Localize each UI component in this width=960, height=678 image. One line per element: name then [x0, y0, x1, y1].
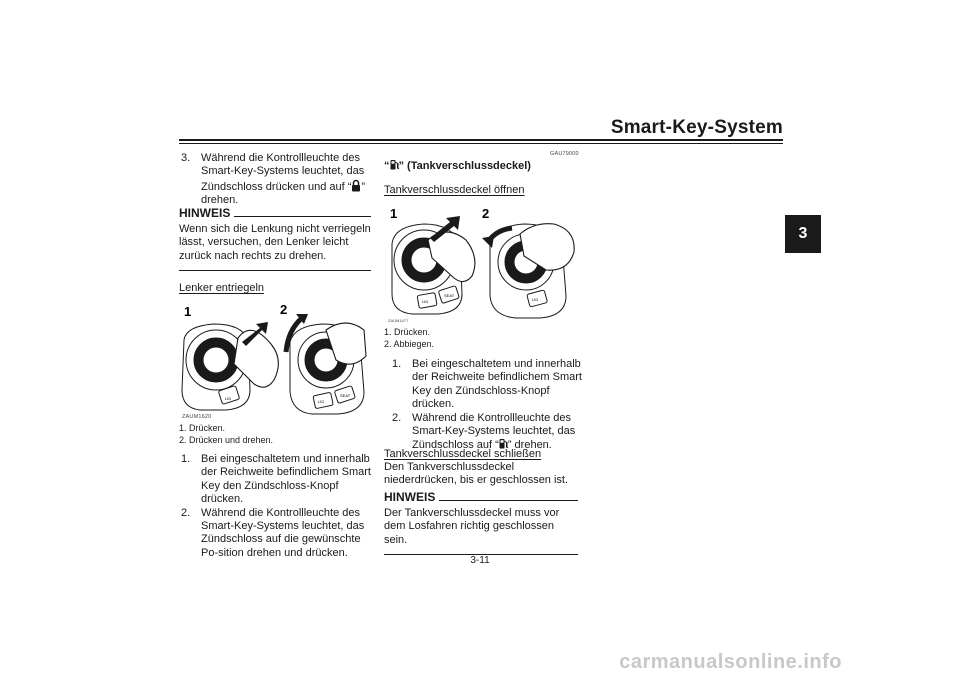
left-hinweis [179, 206, 371, 271]
step-text: Während die Kontrollleuchte des Smart-Key-Systems leuchtet, das Zündschloss auf die gewünschte Po-sition drehen und drücken. [201, 506, 365, 559]
subsection-title-close: Tankverschlussdeckel schließen [384, 448, 542, 460]
hinweis-heading: HINWEIS [179, 206, 231, 220]
step-text-end: ” drehen. [507, 439, 552, 452]
seat-button-label: SEAT [340, 393, 351, 398]
lid-button-label: LID [225, 396, 232, 401]
figure-code: ZAUM1477 [388, 318, 409, 323]
hinweis-text: Der Tankverschlussdeckel muss vor dem Losfahren richtig geschlossen sein. [384, 507, 560, 546]
right-steps [392, 358, 582, 453]
step-number: 3. [181, 152, 191, 164]
chapter-tab: 3 [785, 215, 821, 253]
step-number: 1. [181, 453, 191, 465]
hinweis-text: Wenn sich die Lenkung nicht verriegeln lässt, versuchen, den Lenker leicht zurück nach rechts zu drehen. [179, 223, 371, 262]
figure-open-fuel-cap [384, 200, 580, 326]
caption-1: 1. Drücken. [179, 423, 226, 433]
heading-prefix: “ [384, 160, 390, 172]
step-text-end: ” drehen. [201, 180, 366, 207]
figure-label-2: 2 [280, 302, 288, 317]
subsection-title-open: Tankverschlussdeckel öffnen [384, 184, 525, 196]
step-number: 1. [392, 358, 402, 370]
section-title-lenker-entriegeln: Lenker entriegeln [179, 282, 265, 294]
figure-label-1: 1 [184, 304, 192, 319]
step-text: Während die Kontrollleuchte des Smart-Key-Systems leuchtet, das Zündschloss drücken und auf “ [201, 152, 365, 193]
step-text: Während die Kontrollleuchte des Smart-Key-Systems leuchtet, das Zündschloss auf “ [412, 411, 576, 452]
hinweis-end-rule [179, 270, 371, 271]
right-hinweis [384, 490, 578, 555]
section-heading-fuel-cap [384, 159, 531, 172]
figure-label-1: 1 [390, 206, 398, 221]
watermark: carmanualsonline.info [619, 651, 842, 673]
caption-1: 1. Drücken. [384, 327, 431, 337]
page-title: Smart-Key-System [610, 117, 783, 138]
step-text: Bei eingeschaltetem und innerhalb der Reichweite befindlichem Smart Key den Zündschloss-Knopf drücken. [201, 453, 371, 506]
section-code: GAU79000 [550, 151, 579, 157]
step-number: 2. [392, 411, 402, 424]
lid-button-label-2: LID [532, 297, 539, 302]
lid-button-label: LID [422, 299, 429, 304]
figure-unlock-steering [176, 300, 368, 422]
step-text: Bei eingeschaltetem und innerhalb der Reichweite befindlichem Smart Key den Zündschloss-Knopf drücken. [412, 358, 582, 411]
left-steps [181, 453, 373, 560]
hinweis-heading: HINWEIS [384, 490, 436, 504]
thumb-left [234, 330, 278, 387]
right-captions [384, 327, 434, 350]
figure-label-2: 2 [482, 206, 490, 221]
figure-code: ZAUM1620 [182, 414, 212, 420]
caption-2: 2. Drücken und drehen. [179, 434, 274, 445]
left-captions [179, 423, 273, 446]
fuel-icon [390, 159, 399, 170]
page-number: 3-11 [470, 555, 490, 566]
left-step-3 [181, 152, 371, 208]
header-rule-thin [179, 143, 783, 144]
step-number: 2. [181, 506, 191, 519]
caption-2: 2. Abbiegen. [384, 338, 435, 349]
lock-icon [351, 179, 361, 192]
close-text: Den Tankverschlussdeckel niederdrücken, bis er geschlossen ist. [384, 461, 569, 487]
lid-button-label-2: LID [318, 399, 325, 404]
heading-suffix: ” (Tankverschlussdeckel) [398, 160, 531, 172]
header-rule [179, 139, 783, 141]
seat-button-label: SEAT [444, 293, 455, 298]
